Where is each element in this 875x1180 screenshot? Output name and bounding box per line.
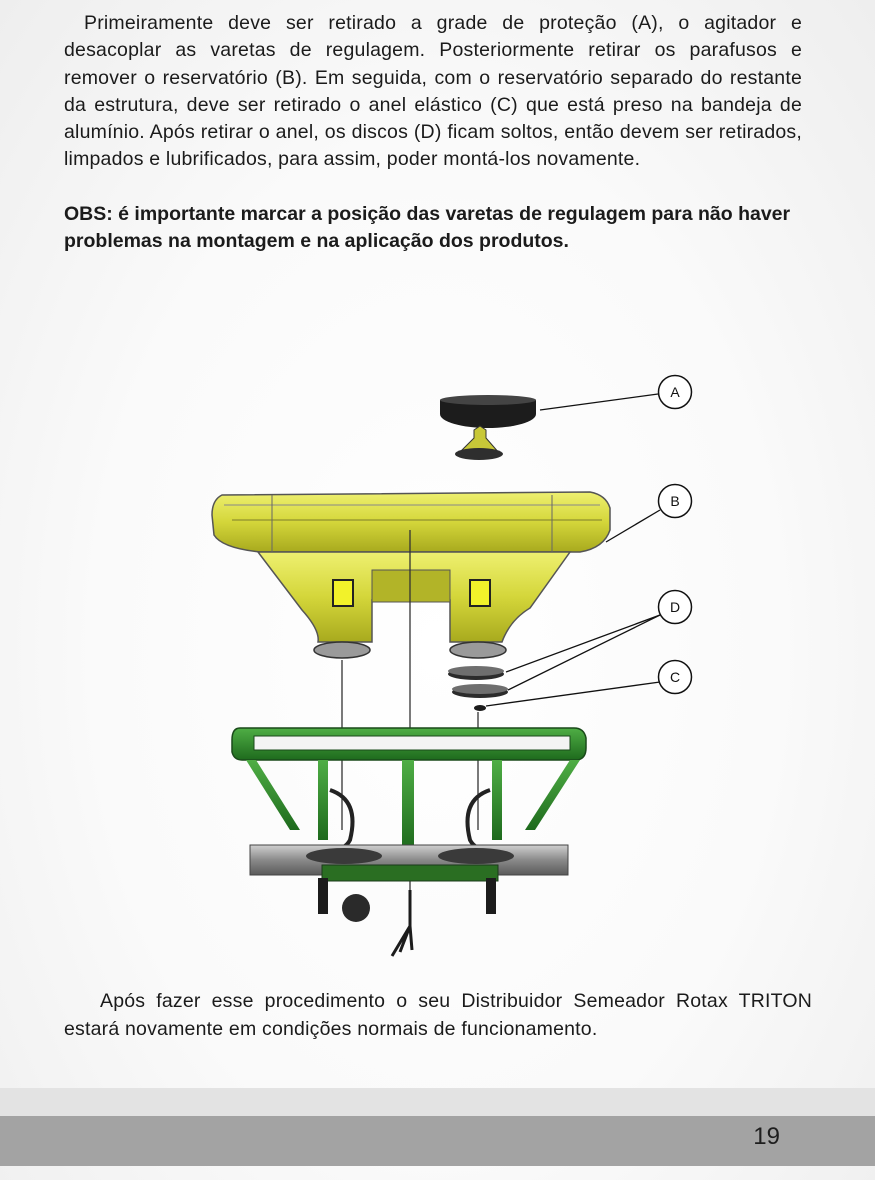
callout-d-label: D bbox=[669, 599, 681, 615]
protection-grate bbox=[440, 395, 536, 428]
conclusion-text: Após fazer esse procedimento o seu Distribuidor Semeador Rotax TRITON estará novamente em condições normais de funcionamento. bbox=[64, 990, 812, 1040]
instructions-text: Primeiramente deve ser retirado a grade de proteção (A), o agitador e desacoplar as varetas de regulagem. Posteriormente retirar os parafusos e remover o reservatório (B). Em seguida, com o reservatório separado do restante da estrutura, deve ser retirado o anel elástico (C) que está preso na bandeja de alumínio. Após retirar o anel, os discos (D) ficam soltos, então devem ser retirados, limpados e lubrificados, para assim, poder montá-los novamente. bbox=[64, 12, 802, 171]
callout-a-label: A bbox=[670, 384, 680, 400]
footer-strip bbox=[0, 1088, 875, 1116]
note-paragraph: OBS: é importante marcar a posição das varetas de regulagem para não haver problemas na montagem e na aplicação dos produtos. bbox=[64, 203, 791, 253]
frame bbox=[232, 728, 586, 850]
callout-c bbox=[659, 661, 692, 694]
instructions-paragraph bbox=[64, 10, 802, 174]
callout-a bbox=[659, 376, 692, 409]
agitator bbox=[455, 426, 503, 460]
toolbar-beam bbox=[250, 845, 568, 956]
exploded-view-figure bbox=[0, 330, 875, 970]
spreader-exploded-drawing bbox=[0, 330, 875, 970]
page-number: 19 bbox=[753, 1123, 780, 1150]
callout-d bbox=[659, 591, 692, 624]
reservoir bbox=[212, 492, 610, 658]
footer-bar bbox=[0, 1116, 875, 1166]
conclusion-paragraph bbox=[64, 987, 812, 1043]
callout-b-label: B bbox=[670, 493, 680, 509]
callout-b bbox=[659, 485, 692, 518]
callout-c-label: C bbox=[669, 669, 681, 685]
